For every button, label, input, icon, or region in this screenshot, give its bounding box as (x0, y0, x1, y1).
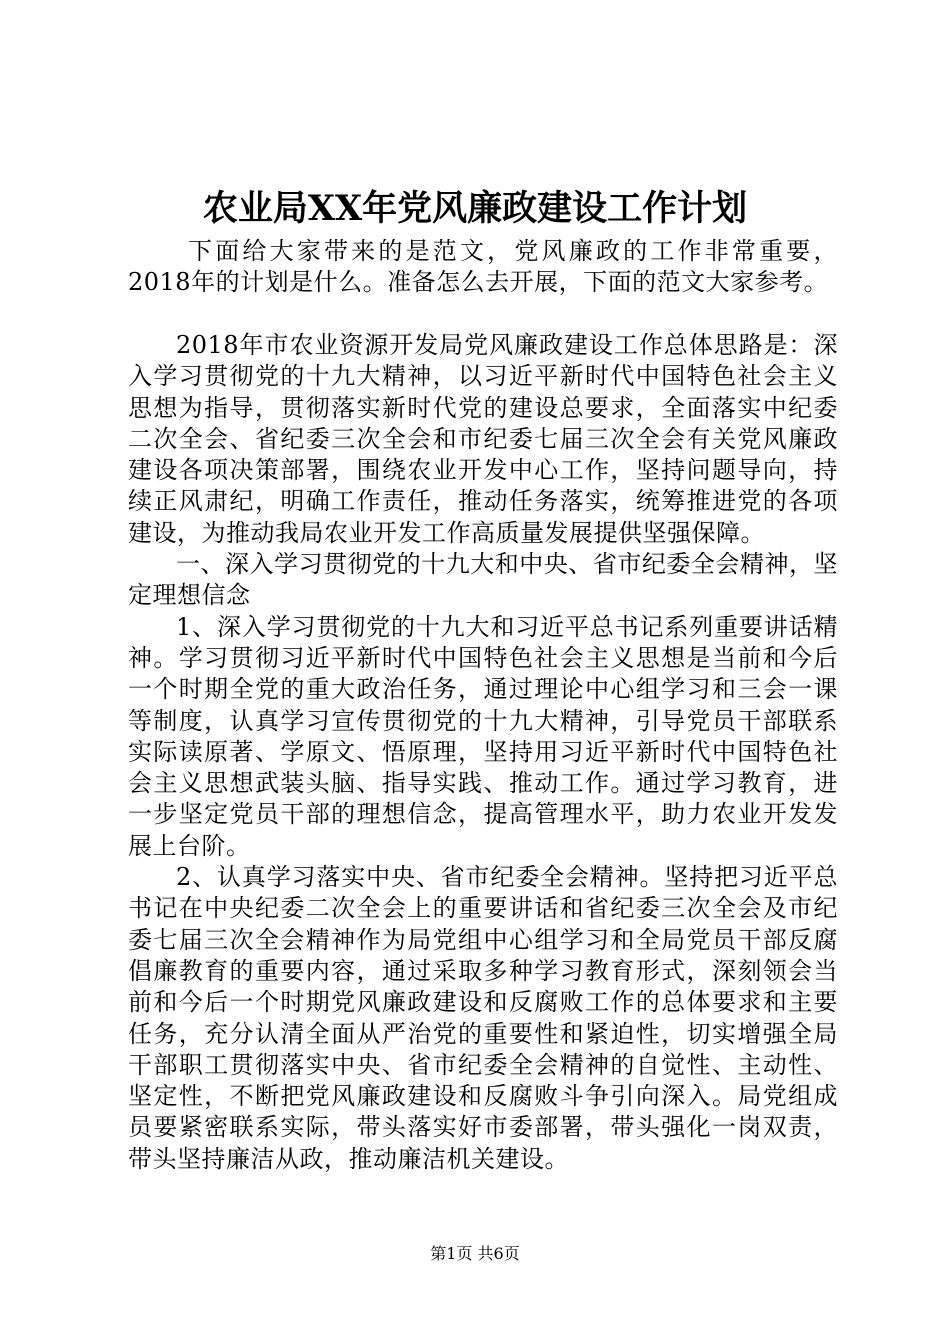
paragraph-item-1: 1、深入学习贯彻党的十九大和习近平总书记系列重要讲话精神。学习贯彻习近平新时代中国特色社会主义思想是当前和今后一个时期全党的重大政治任务，通过理论中心组学习和三会一课等制度，认真学习宣传贯彻党的十九大精神，引导党员干部联系实际读原著、学原文、悟原理，坚持用习近平新时代中国特色社会主义思想武装头脑、指导实践、推动工作。通过学习教育，进一步坚定党员干部的理想信念，提高管理水平，助力农业开发发展上台阶。 (128, 612, 838, 860)
document-body (128, 330, 838, 1175)
paragraph-overview: 2018年市农业资源开发局党风廉政建设工作总体思路是：深入学习贯彻党的十九大精神，以习近平新时代中国特色社会主义思想为指导，贯彻落实新时代党的建设总要求，全面落实中纪委二次全会、省纪委三次全会和市纪委七届三次全会有关党风廉政建设各项决策部署，围绕农业开发中心工作，坚持问题导向，持续正风肃纪，明确工作责任，推动任务落实，统筹推进党的各项建设，为推动我局农业开发工作高质量发展提供坚强保障。 (128, 331, 838, 547)
page-number-footer: 第1页 共6页 (430, 1244, 520, 1263)
intro-text: 下面给大家带来的是范文，党风廉政的工作非常重要，2018年的计划是什么。准备怎么去开展，下面的范文大家参考。 (128, 237, 838, 297)
intro-paragraph (128, 236, 838, 299)
document-title: 农业局XX年党风廉政建设工作计划 (202, 188, 748, 229)
paragraph-item-2: 2、认真学习落实中央、省市纪委全会精神。坚持把习近平总书记在中央纪委二次全会上的重要讲话和省纪委三次全会及市纪委七届三次全会精神作为局党组中心组学习和全局党员干部反腐倡廉教育的重要内容，通过采取多种学习教育形式，深刻领会当前和今后一个时期党风廉政建设和反腐败工作的总体要求和主要任务，充分认清全面从严治党的重要性和紧迫性，切实增强全局干部职工贯彻落实中央、省市纪委全会精神的自觉性、主动性、坚定性，不断把党风廉政建设和反腐败斗争引向深入。局党组成员要紧密联系实际，带头落实好市委部署，带头强化一岗双责，带头坚持廉洁从政，推动廉洁机关建设。 (128, 863, 838, 1173)
section-heading-1: 一、深入学习贯彻党的十九大和中央、省市纪委全会精神，坚定理想信念 (128, 550, 838, 610)
